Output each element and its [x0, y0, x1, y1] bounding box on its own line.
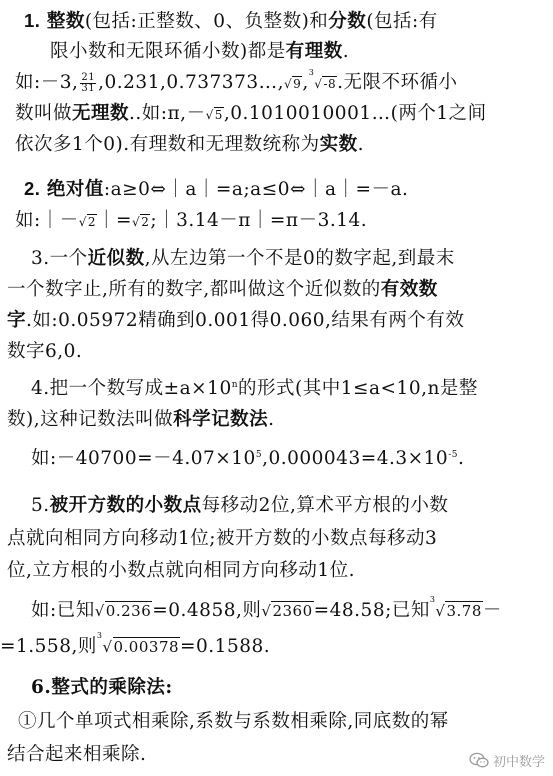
s5-line-5: =1.558,则$^3$√0.00378=0.1588. [0, 632, 270, 662]
watermark [469, 751, 545, 770]
term-rational: 有理数 [285, 41, 343, 62]
s3-line-2: 一个数字止,所有的数字,都叫做这个近似数的有效数 [7, 279, 438, 300]
s5-line-2: 点就向相同方向移动1位;被开方数的小数点每移动3 [7, 528, 438, 549]
watermark-text: 初中数学 [492, 755, 545, 770]
s6-line-1 [31, 673, 173, 703]
fraction-21-31: $\frac{21}{31}$ [81, 71, 96, 94]
term-absolute-value: 绝对值 [46, 179, 104, 200]
s6-line-2: ①几个单项式相乘除,系数与系数相乘除,同底数的幂 [18, 711, 449, 732]
sqrt-2: √2 [78, 215, 97, 229]
sqrt-0-236: √0.236 [94, 602, 152, 620]
s5-line-4: 如:已知√0.236=0.4858,则√2360=48.58;已知$^3$√3.78－ [31, 596, 502, 626]
cbrt-0-00378: $^3$√0.00378 [96, 631, 180, 656]
s3-line-4: 数字6,0. [7, 341, 83, 362]
cbrt-neg8: $^3$√-8 [308, 68, 337, 91]
cbrt-3-78: $^3$√3.78 [429, 595, 482, 620]
s3-line-1: 3.一个近似数,从左边第一个不是0的数字起,到最末 [31, 248, 455, 269]
sqrt-2: √2 [132, 215, 150, 229]
s1-line-3: 如:－3, $\frac{21}{31}$ ,0.231,0.737373…,√9,$^3$√-8.无限不环循小 [15, 68, 458, 99]
s1-line-1: 1. 整数(包括:正整数、0、负整数)和分数(包括:有 [24, 10, 438, 32]
s2-line-1: 2. 绝对值:a≥0⇔｜a｜=a;a≤0⇔｜a｜=－a. [24, 178, 409, 200]
s3-line-3: 字.如:0.05972精确到0.001得0.060,结果有两个有效 [7, 310, 465, 331]
sqrt-5: √5 [205, 108, 223, 122]
term-integer: 整数 [46, 11, 85, 32]
term-real: 实数 [319, 134, 358, 155]
term-fraction: 分数 [328, 11, 367, 32]
term-scientific-notation: 科学记数法 [173, 409, 269, 430]
sqrt-9: √9 [284, 77, 302, 91]
s1-line-5: 依次多1个0).有理数和无理数统称为实数. [15, 134, 365, 155]
s1-line-2: 限小数和无限环循小数)都是有理数. [50, 41, 350, 62]
term-radicand-decimal-point: 被开方数的小数点 [49, 495, 202, 516]
wechat-icon [469, 752, 489, 769]
s4-line-3: 如$:-40700=-4.07\times 10^5,0.000043=4.3\times 10^{-5}$. [31, 448, 465, 469]
s6-line-3: 结合起来相乘除. [7, 744, 147, 765]
heading-polynomial-mult-div: 6.整式的乘除法: [31, 677, 173, 698]
s4-line-2: 数),这种记数法叫做科学记数法. [7, 409, 275, 430]
s4-line-1: 4.把一个数写成$\pm a\times 10^n$的形式(其中1≤a<10,n是整 [31, 378, 478, 399]
term-approximate: 近似数 [87, 248, 145, 269]
s2-line-2: 如:｜－√2｜=√2;｜3.14－π｜=π－3.14. [15, 206, 367, 237]
s1-line-4: 数叫做无理数..如:π,－√5,0.1010010001…(两个1之间 [15, 99, 487, 130]
sqrt-2360: √2360 [261, 602, 313, 620]
term-significant-figures: 有效数 [380, 279, 438, 300]
s5-line-3: 位,立方根的小数点就向相同方向移动1位. [7, 560, 356, 581]
term-irrational: 无理数 [72, 103, 130, 124]
s5-line-1: 5.被开方数的小数点每移动2位,算术平方根的小数 [31, 495, 449, 516]
